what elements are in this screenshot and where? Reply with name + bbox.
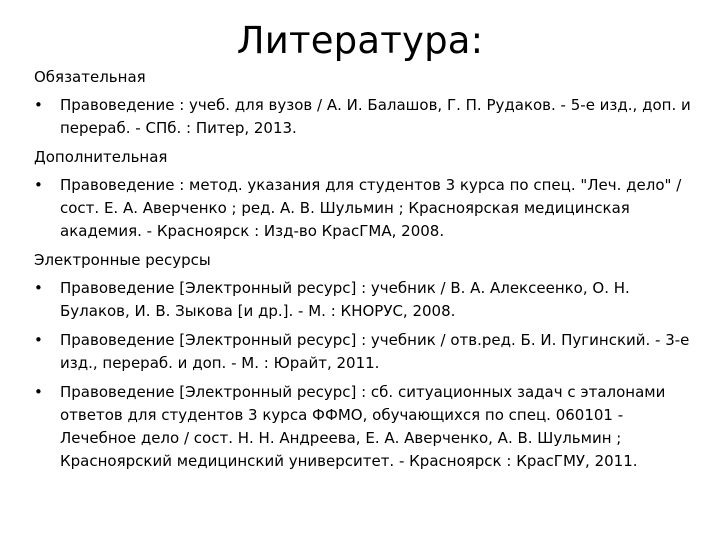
list-item-text: Правоведение : учеб. для вузов / А. И. Балашов, Г. П. Рудаков. - 5-е изд., доп. и перераб. - СПб. : Питер, 2013.: [60, 96, 691, 137]
section-heading: Электронные ресурсы: [34, 251, 211, 269]
list-item-text: Правоведение [Электронный ресурс] : сб. ситуационных задач с эталонами ответов для студентов 3 курса ФФМО, обучающихся по спец. 060101 - Лечебное дело / сост. Н. Н. Андреева, Е. А. Аверченко, А. В. Шульмин ; Красноярский медицинский университет. - Красноярск : КрасГМУ, 2011.: [60, 383, 666, 470]
section-electronic: [34, 249, 694, 473]
slide-title: Литература:: [236, 19, 484, 62]
bullet-list: [34, 277, 694, 473]
slide-content: [34, 66, 694, 479]
list-item-text: Правоведение [Электронный ресурс] : учебник / отв.ред. Б. И. Пугинский. - 3-е изд., перераб. и доп. - М. : Юрайт, 2011.: [60, 331, 690, 372]
section-required: [34, 66, 694, 140]
list-item: [34, 174, 694, 243]
list-item: [34, 94, 694, 140]
section-additional: [34, 146, 694, 243]
bullet-icon: •: [34, 176, 43, 194]
section-heading: Дополнительная: [34, 148, 168, 166]
list-item-text: Правоведение : метод. указания для студентов 3 курса по спец. "Леч. дело" / сост. Е. А. Аверченко ; ред. А. В. Шульмин ; Красноярская медицинская академия. - Красноярск : Изд-во КрасГМА, 2008.: [60, 176, 682, 240]
list-item: [34, 277, 694, 323]
bullet-icon: •: [34, 331, 43, 349]
bullet-icon: •: [34, 383, 43, 401]
section-heading: Обязательная: [34, 68, 146, 86]
list-item: [34, 329, 694, 375]
bullet-icon: •: [34, 279, 43, 297]
list-item-text: Правоведение [Электронный ресурс] : учебник / В. А. Алексеенко, О. Н. Булаков, И. В. Зыкова [и др.]. - М. : КНОРУС, 2008.: [60, 279, 630, 320]
bullet-list: [34, 174, 694, 243]
bullet-list: [34, 94, 694, 140]
list-item: [34, 381, 694, 473]
bullet-icon: •: [34, 96, 43, 114]
